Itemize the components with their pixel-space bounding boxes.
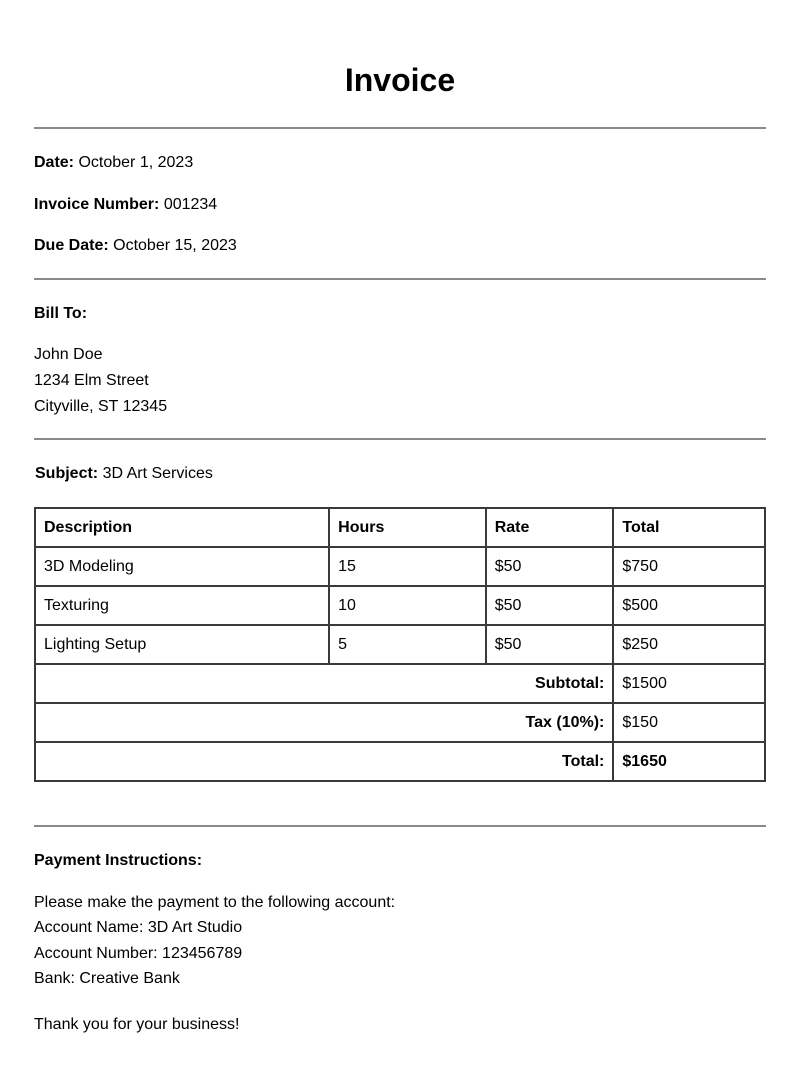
due-date — [34, 236, 237, 256]
invoice-date — [34, 153, 193, 173]
account-name: Account Name: 3D Art Studio — [34, 919, 243, 936]
cell-rate: $50 — [486, 547, 614, 586]
line-items-table — [34, 507, 766, 782]
total-value: $1650 — [613, 742, 765, 781]
divider — [34, 127, 766, 129]
payment-intro: Please make the payment to the following account: — [34, 894, 396, 911]
cell-description: Lighting Setup — [35, 625, 329, 664]
subtotal-value: $1500 — [613, 664, 765, 703]
cell-hours: 10 — [329, 586, 486, 625]
payment-label: Payment Instructions: — [34, 852, 203, 869]
column-header-hours: Hours — [329, 508, 486, 547]
page-title: Invoice — [344, 62, 456, 98]
payment-heading — [34, 851, 202, 871]
cell-rate: $50 — [486, 625, 614, 664]
cell-total: $250 — [613, 625, 765, 664]
table-row — [35, 625, 765, 664]
invoice-number-value: 001234 — [163, 196, 218, 213]
total-label: Total: — [35, 742, 613, 781]
bill-to-name: John Doe — [34, 346, 103, 363]
table-row — [35, 547, 765, 586]
cell-description: Texturing — [35, 586, 329, 625]
date-label: Date: — [34, 154, 75, 171]
divider — [34, 825, 766, 827]
bill-to-city: Cityville, ST 12345 — [34, 398, 168, 415]
tax-label: Tax (10%): — [35, 703, 613, 742]
bank-name: Bank: Creative Bank — [34, 970, 180, 987]
cell-rate: $50 — [486, 586, 614, 625]
subtotal-row — [35, 664, 765, 703]
column-header-rate: Rate — [486, 508, 614, 547]
table-header-row — [35, 508, 765, 547]
date-value: October 1, 2023 — [78, 154, 194, 171]
cell-hours: 15 — [329, 547, 486, 586]
subject-label: Subject: — [35, 465, 99, 482]
subtotal-label: Subtotal: — [35, 664, 613, 703]
cell-description: 3D Modeling — [35, 547, 329, 586]
bill-to-street: 1234 Elm Street — [34, 372, 149, 389]
subject-value: 3D Art Services — [102, 465, 213, 482]
subject — [35, 464, 213, 484]
table-row — [35, 586, 765, 625]
bill-to-heading — [34, 304, 87, 324]
tax-row — [35, 703, 765, 742]
due-date-label: Due Date: — [34, 237, 109, 254]
bill-to-label: Bill To: — [34, 305, 88, 322]
invoice-number-label: Invoice Number: — [34, 196, 160, 213]
cell-hours: 5 — [329, 625, 486, 664]
column-header-description: Description — [35, 508, 329, 547]
account-number: Account Number: 123456789 — [34, 945, 243, 962]
due-date-value: October 15, 2023 — [113, 237, 237, 254]
closing-note: Thank you for your business! — [34, 1016, 240, 1033]
cell-total: $750 — [613, 547, 765, 586]
invoice-number — [34, 195, 217, 215]
tax-value: $150 — [613, 703, 765, 742]
column-header-total: Total — [613, 508, 765, 547]
divider — [34, 278, 766, 280]
total-row — [35, 742, 765, 781]
divider — [34, 438, 766, 440]
cell-total: $500 — [613, 586, 765, 625]
